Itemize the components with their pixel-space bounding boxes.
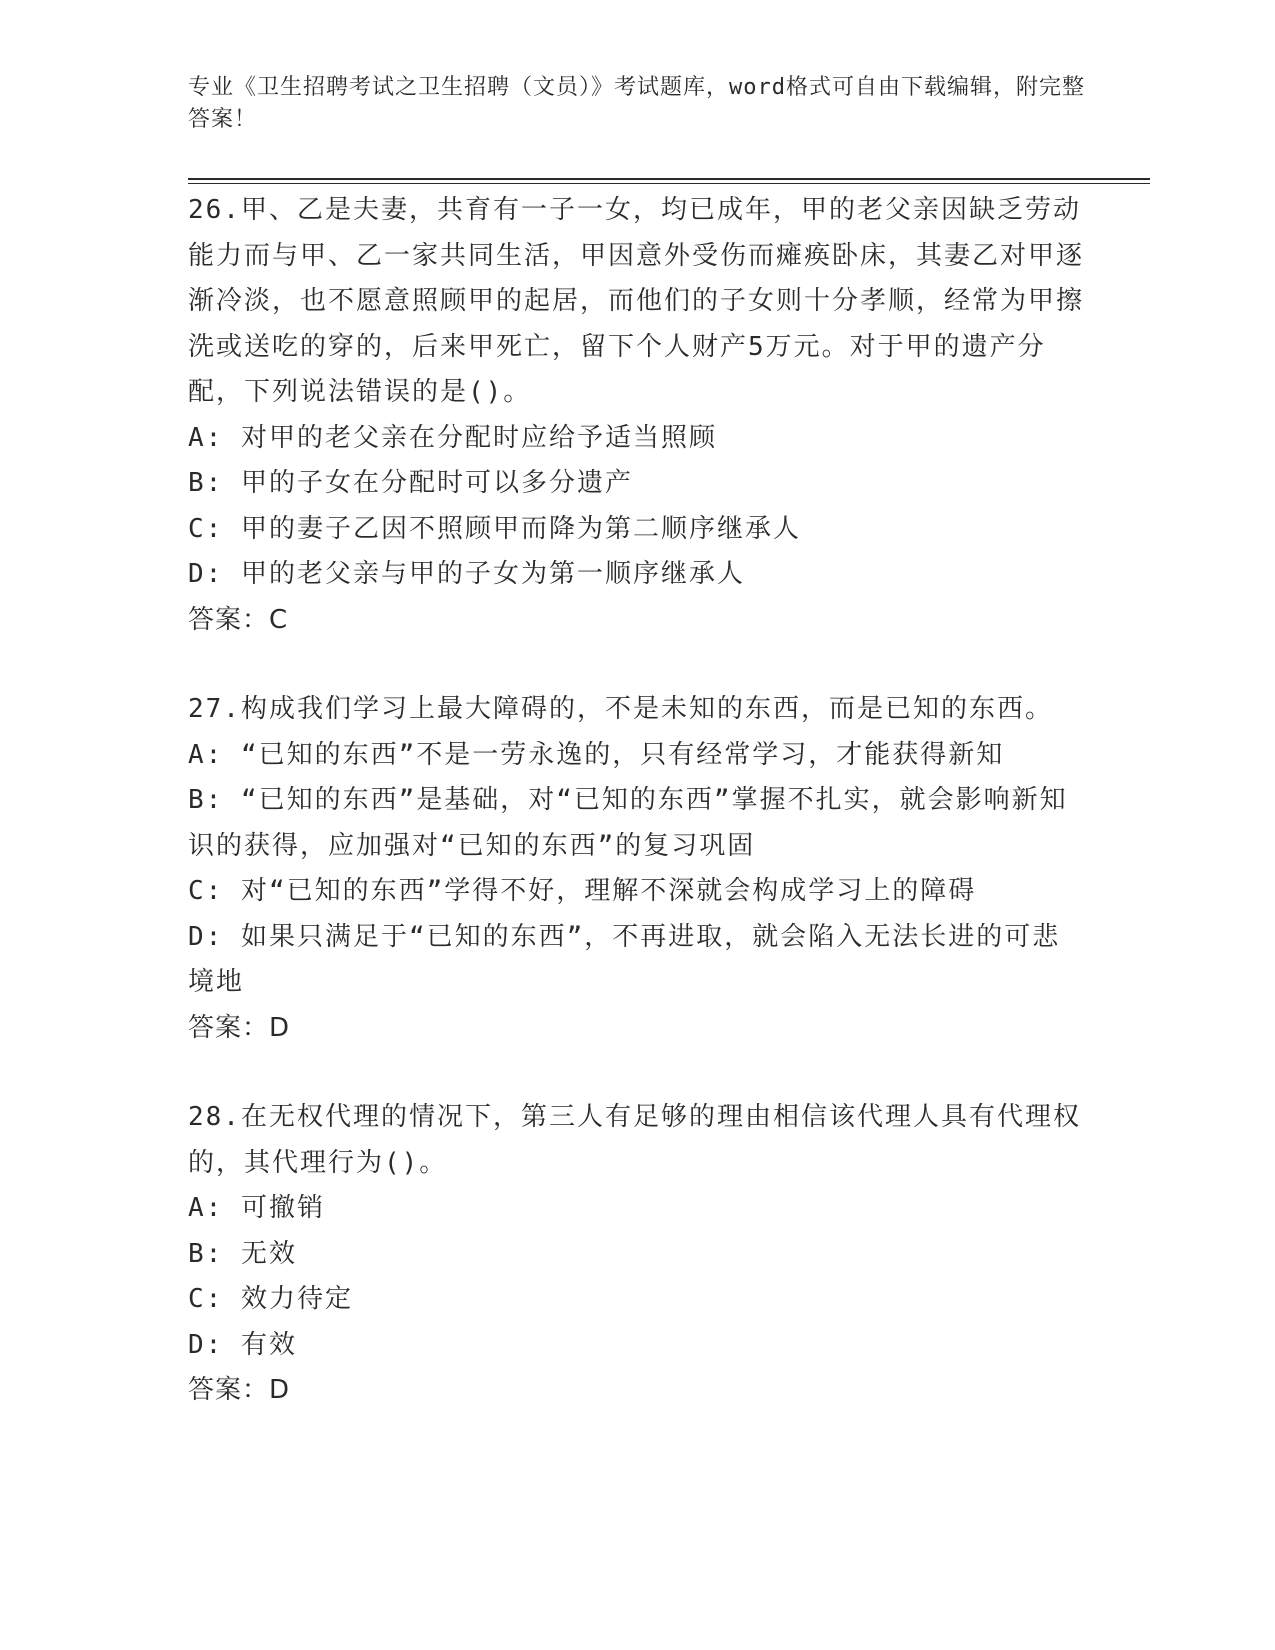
option-b <box>188 778 1088 869</box>
option-text: 效力待定 <box>240 1284 353 1314</box>
answer-line <box>188 1006 1088 1052</box>
option-text: “已知的东西”不是一劳永逸的，只有经常学习，才能获得新知 <box>240 739 1005 770</box>
question-text: 甲、乙是夫妻，共育有一子一女，均已成年，甲的老父亲因缺乏劳动能力而与甲、乙一家共同生活，甲因意外受伤而瘫痪卧床，其妻乙对甲逐渐冷淡，也不愿意照顾甲的起居，而他们的子女则十分孝顺，经常为甲擦洗或送吃的穿的，后来甲死亡，留下个人财产5万元。对于甲的遗产分配，下列说法错误的是()。 <box>188 195 1085 407</box>
option-label: C: <box>188 1284 224 1314</box>
question-28 <box>188 1095 1088 1414</box>
answer-line <box>188 1368 1088 1414</box>
answer-value: D <box>269 1012 291 1043</box>
option-b <box>188 461 1088 507</box>
option-c <box>188 507 1088 553</box>
option-text: 可撤销 <box>240 1193 325 1223</box>
question-text: 构成我们学习上最大障碍的，不是未知的东西，而是已知的东西。 <box>240 694 1053 724</box>
question-text: 在无权代理的情况下，第三人有足够的理由相信该代理人具有代理权的，其代理行为()。 <box>188 1102 1081 1178</box>
option-label: D: <box>188 1329 224 1360</box>
option-text: 对“已知的东西”学得不好，理解不深就会构成学习上的障碍 <box>240 876 977 906</box>
question-26 <box>188 188 1088 643</box>
option-d <box>188 552 1088 598</box>
header-divider-thin <box>188 183 1150 184</box>
question-number: 27. <box>188 694 241 724</box>
option-label: A: <box>188 422 224 453</box>
option-label: B: <box>188 1238 224 1269</box>
option-a <box>188 1186 1088 1232</box>
question-27 <box>188 687 1088 1051</box>
answer-label: 答案： <box>188 1375 270 1405</box>
option-text: 甲的妻子乙因不照顾甲而降为第二顺序继承人 <box>240 513 801 544</box>
option-text: “已知的东西”是基础，对“已知的东西”掌握不扎实，就会影响新知识的获得，应加强对“已知的东西”的复习巩固 <box>188 785 1068 861</box>
answer-line <box>188 598 1088 644</box>
option-label: A: <box>188 1193 224 1223</box>
option-d <box>188 915 1088 1006</box>
option-text: 有效 <box>240 1329 297 1360</box>
question-number: 28. <box>188 1102 241 1132</box>
option-text: 如果只满足于“已知的东西”，不再进取，就会陷入无法长进的可悲境地 <box>188 921 1061 997</box>
option-label: B: <box>188 785 224 815</box>
option-d <box>188 1323 1088 1369</box>
option-c <box>188 1277 1088 1323</box>
option-label: B: <box>188 468 224 498</box>
question-stem <box>188 687 1088 733</box>
question-stem <box>188 1095 1088 1186</box>
document-header: 专业《卫生招聘考试之卫生招聘（文员）》考试题库，word格式可自由下载编辑，附完整答案！ <box>188 75 1085 132</box>
option-a <box>188 416 1088 462</box>
question-number: 26. <box>188 195 241 225</box>
option-text: 甲的子女在分配时可以多分遗产 <box>240 468 633 498</box>
header-divider-thick <box>188 178 1150 180</box>
option-label: D: <box>188 921 224 952</box>
option-label: C: <box>188 513 224 544</box>
option-b <box>188 1232 1088 1278</box>
option-label: A: <box>188 739 224 770</box>
question-list <box>188 188 1088 1414</box>
answer-label: 答案： <box>188 604 270 635</box>
option-text: 对甲的老父亲在分配时应给予适当照顾 <box>240 422 717 453</box>
option-a <box>188 733 1088 779</box>
option-c <box>188 869 1088 915</box>
answer-label: 答案： <box>188 1012 270 1043</box>
question-stem <box>188 188 1088 416</box>
option-text: 甲的老父亲与甲的子女为第一顺序继承人 <box>240 559 745 589</box>
option-text: 无效 <box>240 1238 297 1269</box>
option-label: D: <box>188 559 224 589</box>
option-label: C: <box>188 876 224 906</box>
answer-value: C <box>269 604 289 635</box>
answer-value: D <box>269 1375 291 1405</box>
